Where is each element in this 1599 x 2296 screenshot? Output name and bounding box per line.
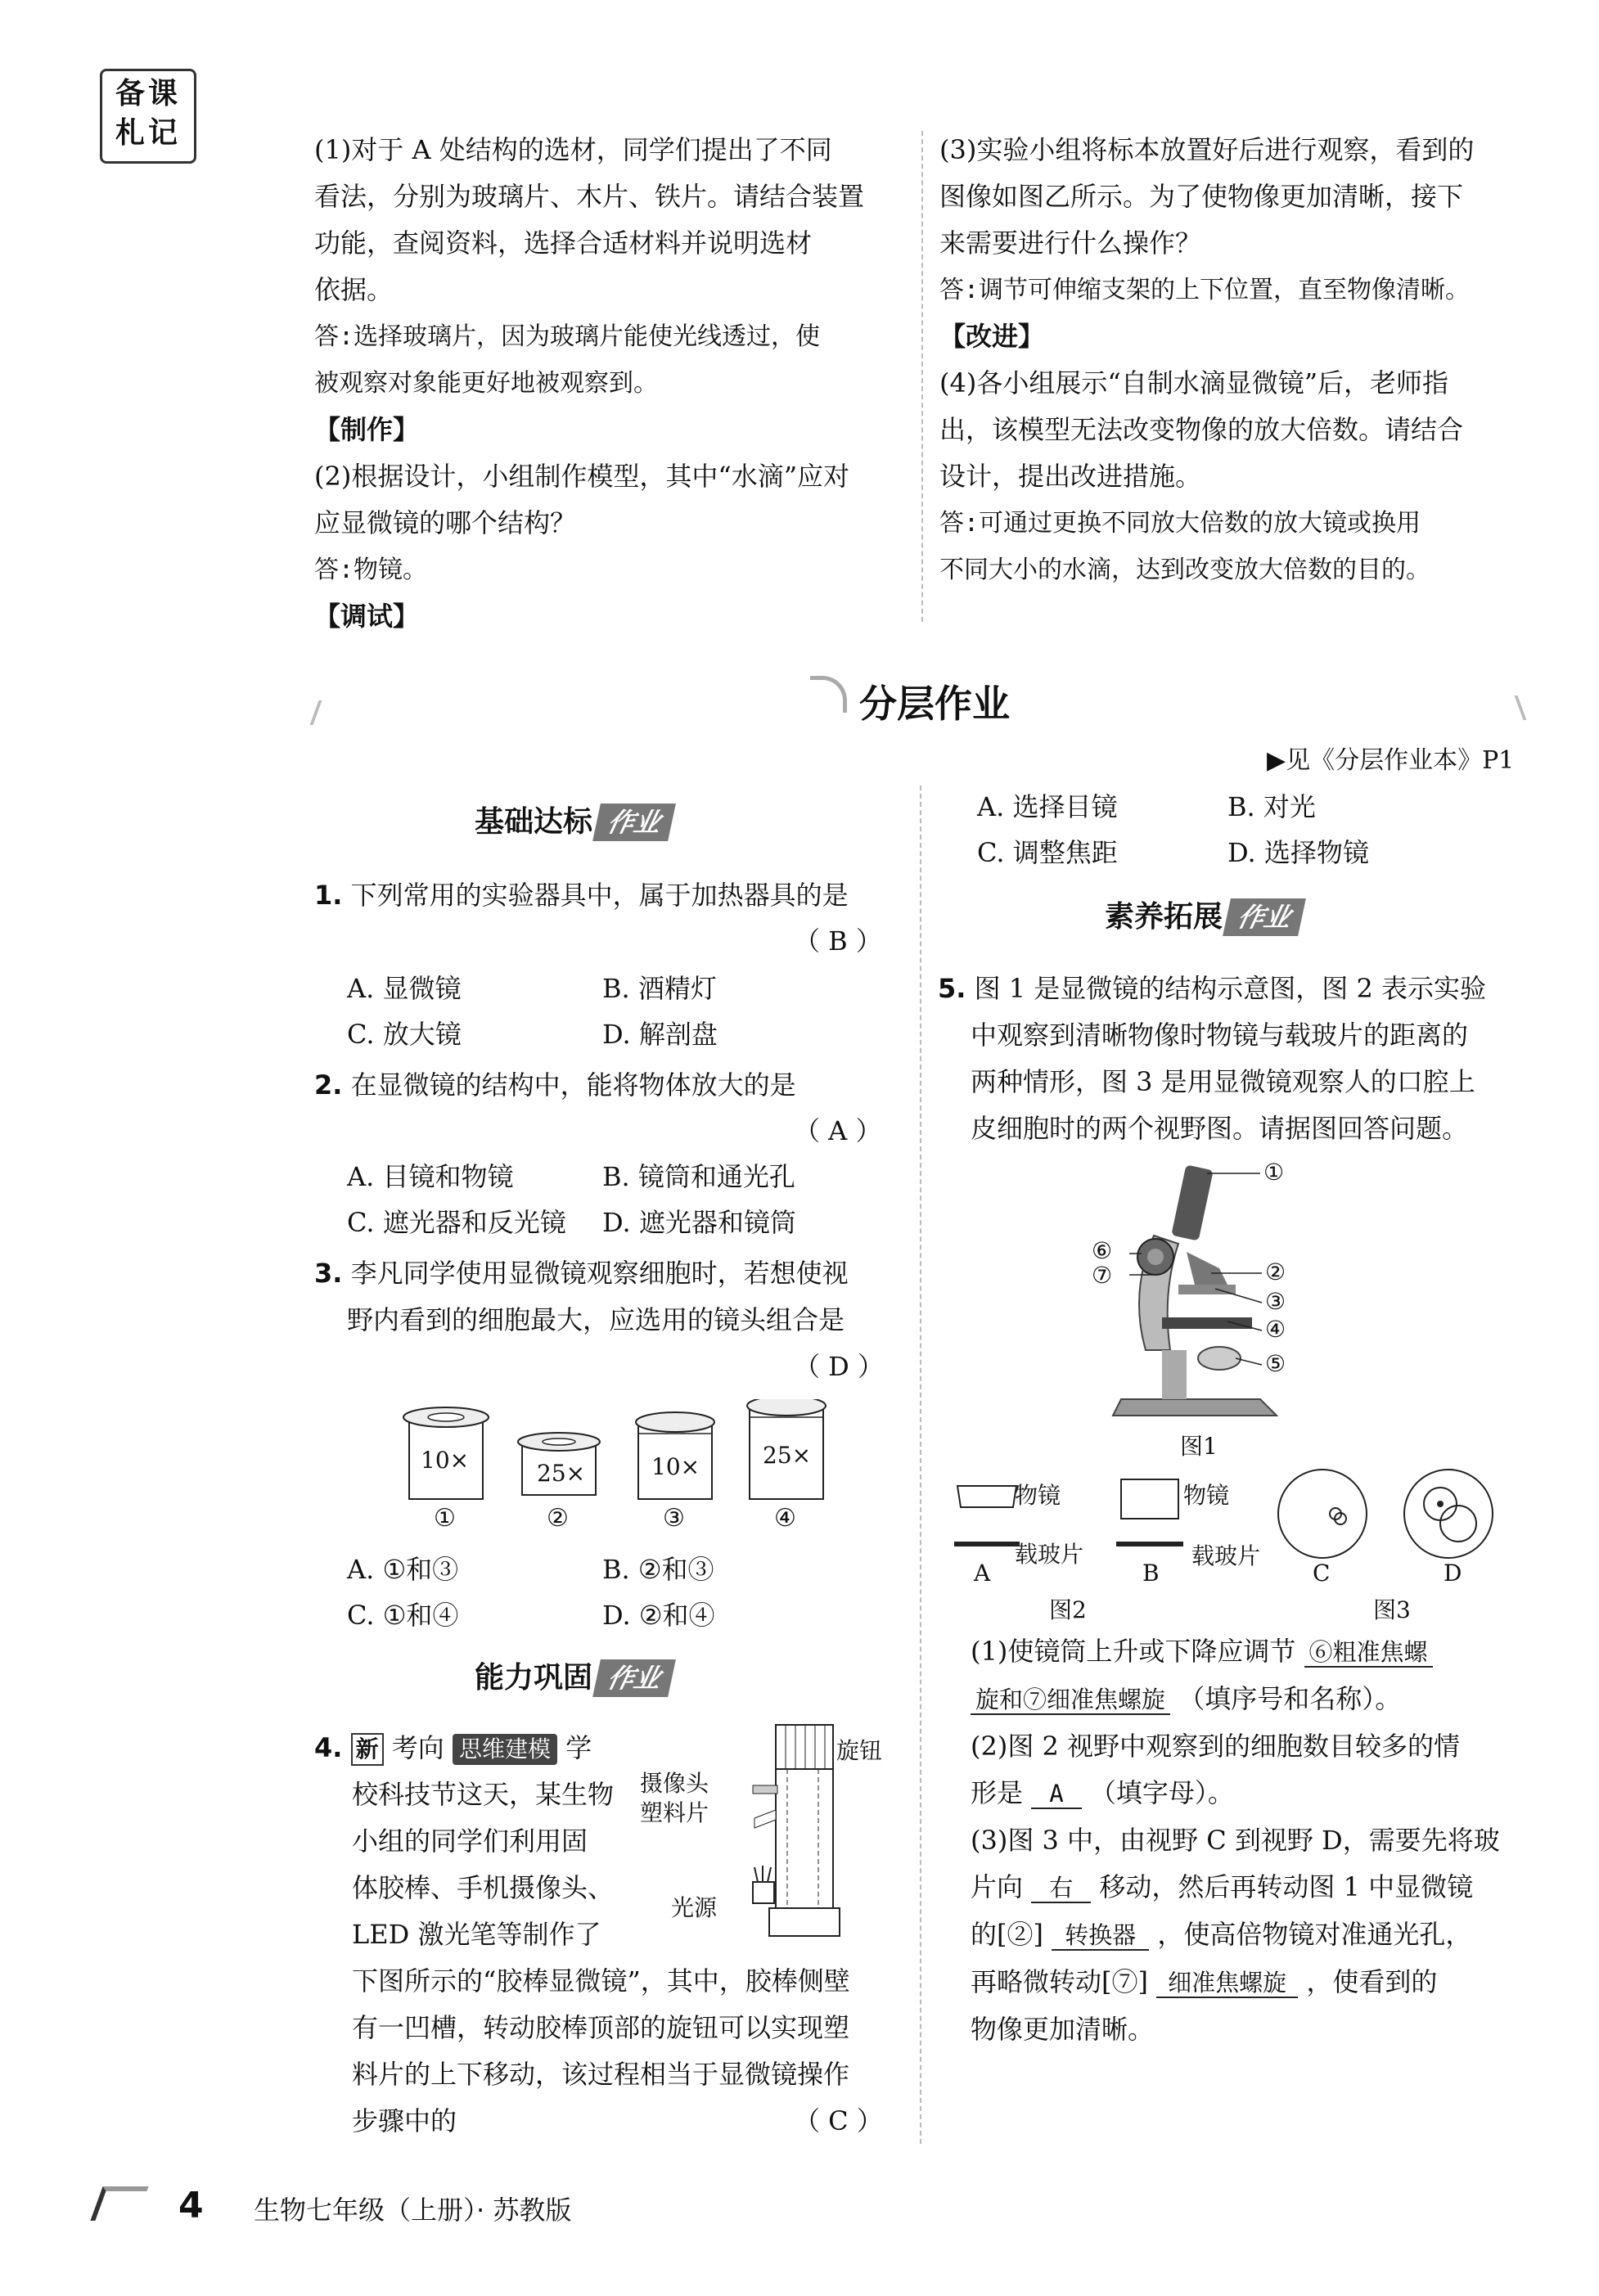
q2-line: 应显微镜的哪个结构？: [314, 507, 577, 538]
q5-p1-ans2: 旋和⑦细准焦螺旋: [971, 1686, 1170, 1715]
q5-p1-b: （填序号和名称）。: [1178, 1683, 1402, 1714]
lens-num-2: ②: [547, 1504, 569, 1533]
q3-option-b: B. ②和③: [602, 1554, 714, 1585]
q2-option-d: D. 遮光器和镜筒: [602, 1207, 796, 1238]
footer-page-number: 4: [178, 2185, 204, 2226]
q2-answer: （ A ）: [794, 1115, 882, 1146]
lens-label-1: 10×: [421, 1447, 470, 1474]
q5-p2-c: （填字母）。: [1089, 1777, 1234, 1808]
question-5: [938, 966, 1527, 1152]
section-ref: ▶见《分层作业本》P1: [1267, 746, 1515, 775]
lens-num-1: ①: [434, 1504, 456, 1533]
q3-option-a: A. ①和③: [347, 1554, 459, 1585]
q5-p3-ans2: 转换器: [1052, 1921, 1149, 1951]
q4-text-5: 下图所示的“胶棒显微镜”，其中，胶棒侧壁: [352, 1965, 850, 1997]
q5-p3-line2: [971, 1864, 1535, 1911]
q5-text-1: 中观察到清晰物像时物镜与载玻片的距离的: [971, 1020, 1469, 1051]
q5-p1-a: (1)使镜筒上升或下降应调节: [971, 1636, 1296, 1667]
q5-p2-b: 形是: [971, 1777, 1024, 1808]
q2-option-a: A. 目镜和物镜: [347, 1161, 514, 1192]
q3-line: 图像如图乙所示。为了使物像更加清晰，接下: [939, 181, 1464, 212]
fig-label-knob: 旋钮: [836, 1737, 883, 1764]
make-title: 【制作】: [314, 414, 420, 445]
corner-note-line2: 札记: [115, 116, 181, 150]
a4-line: 不同大小的水滴，达到改变放大倍数的目的。: [939, 556, 1430, 584]
main-divider: [920, 786, 921, 2144]
fig-label-plastic: 塑料片: [640, 1799, 709, 1826]
improve-title: 【改进】: [939, 321, 1045, 352]
q4-text-7: 料片的上下移动，该过程相当于显微镜操作: [352, 2059, 850, 2090]
fig3-caption: 图3: [1373, 1596, 1411, 1623]
fig2-label-a: A: [974, 1560, 991, 1587]
q5-num: 5.: [938, 973, 966, 1004]
q4-num: 4.: [314, 1732, 343, 1763]
q4-line: 出，该模型无法改变物像的放大倍数。请结合: [939, 414, 1464, 445]
section-left-ornament: [310, 700, 347, 725]
question-2: [314, 1062, 903, 1109]
q1-option-b: B. 酒精灯: [602, 973, 717, 1004]
a2-line: 答:物镜。: [314, 556, 428, 584]
q1-answer: （ B ）: [794, 925, 882, 957]
q5-p3-line3: [971, 1911, 1535, 1959]
q4-text-2: 小组的同学们利用固: [352, 1826, 588, 1857]
ability-header: [475, 1658, 672, 1699]
q2-text: 在显微镜的结构中，能将物体放大的是: [350, 1069, 796, 1101]
top-right-column: [939, 127, 1529, 593]
section-right-ornament: [1490, 696, 1527, 720]
q5-text-0: 图 1 是显微镜的结构示意图，图 2 表示实验: [974, 973, 1487, 1004]
q5-p3-c: 移动，然后再转动图 1 中显微镜: [1099, 1871, 1474, 1902]
fig1-num-5: ⑤: [1265, 1350, 1286, 1377]
q5-p3-e: ，使高倍物镜对准通光孔，: [1157, 1919, 1472, 1950]
footer-ornament: [90, 2186, 148, 2221]
question-4-head: [314, 1725, 658, 1772]
ability-title: 能力巩固: [475, 1661, 593, 1695]
fig2-caption: 图2: [1049, 1596, 1087, 1623]
q1-option-a: A. 显微镜: [347, 973, 462, 1004]
q4-option-d: D. 选择物镜: [1227, 837, 1369, 868]
q5-p2-ans: A: [1031, 1780, 1081, 1809]
fig1-num-1: ①: [1263, 1159, 1285, 1186]
q5-p3-ans3: 细准焦螺旋: [1156, 1969, 1298, 1998]
q3-answer: （ D ）: [794, 1351, 885, 1382]
q2-option-b: B. 镜筒和通光孔: [602, 1161, 795, 1192]
q5-p3-f: 再略微转动[⑦]: [971, 1966, 1148, 1997]
q5-p2-line2: [971, 1770, 1535, 1817]
q4-tag-think: 思维建模: [453, 1734, 557, 1765]
fig-label-camera: 摄像头: [640, 1770, 709, 1797]
lens-num-4: ④: [774, 1504, 796, 1533]
basic-header: [475, 802, 672, 843]
a4-line: 答:可通过更换不同放大倍数的放大镜或换用: [939, 509, 1421, 538]
q4-answer: （ C ）: [794, 2105, 883, 2136]
glue-microscope-figure: [736, 1722, 843, 1943]
q1-line: 看法，分别为玻璃片、木片、铁片。请结合装置: [314, 181, 865, 212]
expand-title: 素养拓展: [1105, 900, 1223, 934]
fig1-num-7: ⑦: [1092, 1262, 1113, 1289]
lens-label-4: 25×: [763, 1442, 812, 1469]
q3-text-line1: 李凡同学使用显微镜观察细胞时，若想使视: [350, 1258, 849, 1289]
microscope-leader-lines: [1097, 1162, 1293, 1424]
q4-text-6: 有一凹槽，转动胶棒顶部的旋钮可以实现塑: [352, 2012, 850, 2043]
fig1-num-6: ⑥: [1092, 1237, 1113, 1264]
basic-badge: 作业: [592, 804, 676, 841]
fig1-num-4: ④: [1265, 1316, 1286, 1343]
q3-option-c: C. ①和④: [347, 1600, 459, 1631]
q4-tag-new: 新: [351, 1733, 384, 1766]
q1-line: 功能，查阅资料，选择合适材料并说明选材: [314, 227, 813, 259]
q5-p3-ans1: 右: [1031, 1874, 1091, 1903]
q2-option-c: C. 遮光器和反光镜: [347, 1207, 566, 1238]
q4-tag-dir: 考向: [391, 1732, 444, 1763]
q5-p3-d: 的[②]: [971, 1919, 1043, 1950]
q1-line: 依据。: [314, 274, 394, 305]
q4-option-b: B. 对光: [1227, 791, 1316, 822]
q5-p3-a: (3)图 3 中，由视野 C 到视野 D，需要先将玻: [971, 1825, 1500, 1856]
q3-num: 3.: [314, 1258, 343, 1289]
fig2-label-b: B: [1142, 1560, 1160, 1587]
fig3-label-c: C: [1313, 1560, 1331, 1587]
q1-option-c: C. 放大镜: [347, 1019, 462, 1050]
q4-text-3: 体胶棒、手机摄像头、: [352, 1872, 615, 1903]
q3-text-line2: 野内看到的细胞最大，应选用的镜头组合是: [347, 1304, 845, 1335]
section-title: 分层作业: [859, 682, 1010, 726]
q3-line: 来需要进行什么操作？: [939, 227, 1202, 259]
fig3-label-d: D: [1444, 1560, 1462, 1587]
fig1-caption: 图1: [1180, 1433, 1218, 1460]
q5-parts: [971, 1628, 1535, 2053]
q5-text-3: 皮细胞时的两个视野图。请据图回答问题。: [971, 1113, 1469, 1144]
q4-line: (4)各小组展示“自制水滴显微镜”后，老师指: [939, 367, 1449, 398]
fig-label-light: 光源: [671, 1894, 718, 1921]
q5-p1-line1: [971, 1628, 1535, 1676]
debug-title: 【调试】: [314, 601, 420, 632]
q3-option-d: D. ②和④: [602, 1600, 715, 1631]
fig3-diagram: [1273, 1466, 1502, 1564]
q5-p3-g: ，使看到的: [1306, 1966, 1438, 1997]
a1-line: 答:选择玻璃片，因为玻璃片能使光线透过，使: [314, 322, 821, 351]
q5-p3-b: 片向: [971, 1871, 1024, 1902]
q4-text-1: 校科技节这天，某生物: [352, 1779, 615, 1810]
q4-option-c: C. 调整焦距: [977, 837, 1118, 868]
fig1-num-2: ②: [1265, 1258, 1286, 1285]
corner-note-line1: 备课: [115, 77, 181, 110]
fig2-objective-b: 物镜: [1183, 1482, 1230, 1509]
q4-text-8: 步骤中的: [352, 2105, 457, 2136]
fig2-slide-b: 载玻片: [1191, 1542, 1261, 1569]
q5-p2-a: (2)图 2 视野中观察到的细胞数目较多的情: [971, 1731, 1461, 1762]
q4-option-a: A. 选择目镜: [977, 791, 1118, 822]
q2-num: 2.: [314, 1069, 343, 1101]
q5-text-2: 两种情形，图 3 是用显微镜观察人的口腔上: [971, 1066, 1475, 1097]
fig1-num-3: ③: [1265, 1288, 1286, 1315]
q4-text-0: 学: [565, 1732, 592, 1763]
q5-p3-h: 物像更加清晰。: [971, 2014, 1155, 2045]
lens-num-3: ③: [663, 1504, 685, 1533]
q3-line: (3)实验小组将标本放置好后进行观察，看到的: [939, 134, 1475, 165]
ability-badge: 作业: [592, 1659, 676, 1697]
top-divider: [921, 131, 923, 622]
expand-badge: 作业: [1223, 898, 1306, 936]
top-left-column: [314, 127, 903, 640]
question-3: [314, 1250, 903, 1344]
q1-text: 下列常用的实验器具中，属于加热器具的是: [350, 880, 849, 911]
q2-line: (2)根据设计，小组制作模型，其中“水滴”应对: [314, 461, 850, 492]
a1-line: 被观察对象能更好地被观察到。: [314, 369, 658, 398]
section-hook-icon: [810, 676, 847, 713]
q4-line: 设计，提出改进措施。: [939, 461, 1202, 492]
fig2-slide-a: 载玻片: [1015, 1541, 1084, 1568]
lens-label-2: 25×: [537, 1460, 586, 1487]
q4-text-4: LED 激光笔等制作了: [352, 1919, 601, 1950]
question-1: [314, 872, 903, 919]
q1-line: (1)对于 A 处结构的选材，同学们提出了不同: [314, 134, 832, 165]
a3-line: 答:调节可伸缩支架的上下位置，直至物像清晰。: [939, 276, 1471, 304]
q1-num: 1.: [314, 880, 343, 911]
q5-p1-line2: [971, 1676, 1535, 1723]
q1-option-d: D. 解剖盘: [602, 1019, 718, 1050]
corner-note-box: [100, 69, 196, 164]
question-4-body-narrow: [352, 1772, 663, 1958]
q5-p3-line4: [971, 1959, 1535, 2006]
fig2-objective-a: 物镜: [1015, 1482, 1061, 1509]
lens-label-3: 10×: [651, 1453, 700, 1480]
expand-header: [1105, 897, 1302, 938]
footer-book-title: 生物七年级（上册）· 苏教版: [254, 2195, 572, 2226]
q5-p1-ans1: ⑥粗准焦螺: [1304, 1638, 1433, 1668]
basic-title: 基础达标: [475, 805, 593, 839]
